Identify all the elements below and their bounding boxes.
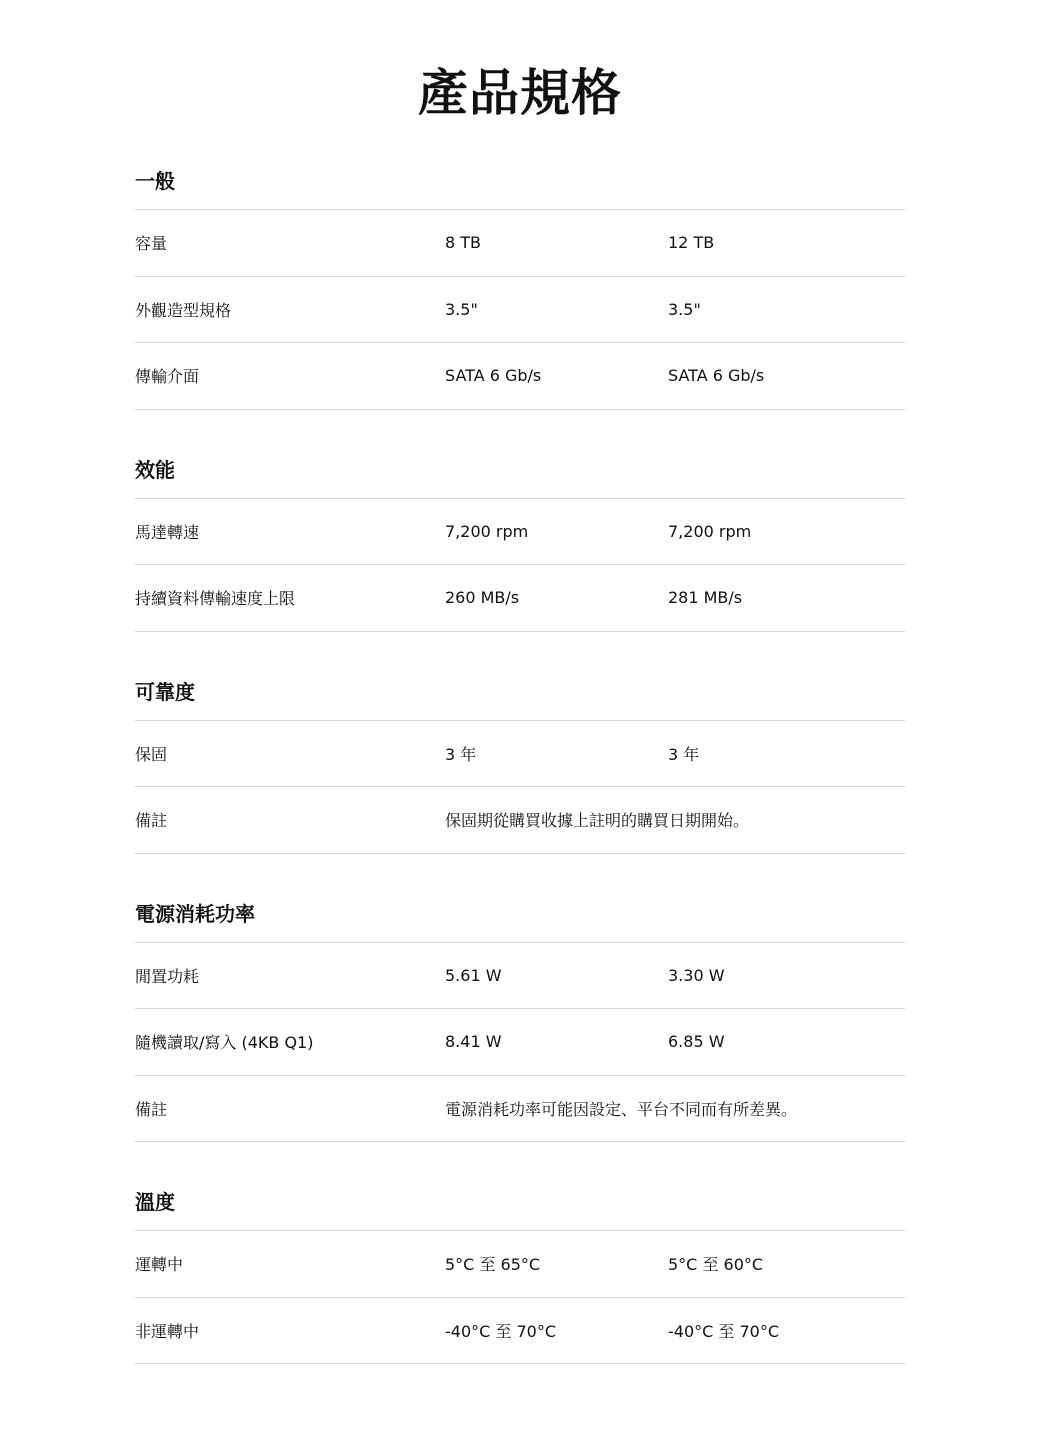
spec-row-warranty: [135, 721, 905, 788]
spec-value-model-2: 5°C 至 60°C: [668, 1255, 764, 1275]
spec-row-interface: [135, 343, 905, 410]
spec-value-model-1: 3 年: [445, 744, 477, 764]
spec-value-model-1: 260 MB/s: [445, 588, 520, 608]
spec-value-model-1: 8.41 W: [445, 1032, 502, 1052]
spec-value-model-1: 5.61 W: [445, 965, 502, 985]
section-heading: 效能: [135, 447, 905, 499]
spec-row-note: [135, 1076, 905, 1143]
spec-row-idle-power: [135, 943, 905, 1010]
spec-label: 持續資料傳輸速度上限: [135, 589, 296, 609]
spec-value-model-1: 7,200 rpm: [445, 521, 529, 541]
spec-value-model-1: 5°C 至 65°C: [445, 1255, 541, 1275]
spec-value-model-1: -40°C 至 70°C: [445, 1321, 557, 1341]
spec-value-model-1: 8 TB: [445, 233, 482, 253]
page-title: 產品規格: [418, 64, 622, 122]
spec-value-model-2: 281 MB/s: [668, 588, 743, 608]
spec-row-non-operating-temp: [135, 1298, 905, 1365]
section-heading: 一般: [135, 158, 905, 210]
spec-label: 隨機讀取/寫入 (4KB Q1): [135, 1033, 314, 1053]
spec-label: 保固: [135, 744, 168, 764]
spec-label: 容量: [135, 234, 168, 254]
spec-row-capacity: [135, 210, 905, 277]
spec-label: 傳輸介面: [135, 367, 200, 387]
spec-value-model-2: 12 TB: [668, 233, 715, 253]
spec-value-model-1: 3.5": [445, 299, 478, 319]
section-reliability: [135, 669, 905, 854]
spec-value-model-2: -40°C 至 70°C: [668, 1321, 780, 1341]
spec-value-model-2: 6.85 W: [668, 1032, 725, 1052]
spec-label: 馬達轉速: [135, 522, 200, 542]
spec-note: 電源消耗功率可能因設定、平台不同而有所差異。: [445, 1099, 798, 1119]
section-temperature: [135, 1179, 905, 1364]
spec-row-spindle-speed: [135, 499, 905, 566]
spec-row-random-rw-power: [135, 1009, 905, 1076]
section-performance: [135, 447, 905, 632]
section-general: [135, 158, 905, 410]
spec-note: 保固期從購買收據上註明的購買日期開始。: [445, 811, 750, 831]
spec-label: 非運轉中: [135, 1321, 200, 1341]
spec-value-model-2: 3.30 W: [668, 965, 725, 985]
spec-row-transfer-rate: [135, 565, 905, 632]
spec-table: [135, 158, 905, 1364]
section-heading: 溫度: [135, 1179, 905, 1231]
spec-label: 閒置功耗: [135, 966, 200, 986]
spec-value-model-2: 3.5": [668, 299, 701, 319]
spec-label: 運轉中: [135, 1255, 184, 1275]
section-power: [135, 891, 905, 1143]
spec-row-operating-temp: [135, 1231, 905, 1298]
spec-value-model-1: SATA 6 Gb/s: [445, 366, 542, 386]
section-heading: 電源消耗功率: [135, 891, 905, 943]
spec-value-model-2: SATA 6 Gb/s: [668, 366, 765, 386]
spec-label: 備註: [135, 1099, 168, 1119]
spec-label: 外觀造型規格: [135, 300, 232, 320]
spec-row-form-factor: [135, 277, 905, 344]
spec-label: 備註: [135, 811, 168, 831]
spec-value-model-2: 3 年: [668, 744, 700, 764]
spec-row-note: [135, 787, 905, 854]
spec-value-model-2: 7,200 rpm: [668, 521, 752, 541]
section-heading: 可靠度: [135, 669, 905, 721]
